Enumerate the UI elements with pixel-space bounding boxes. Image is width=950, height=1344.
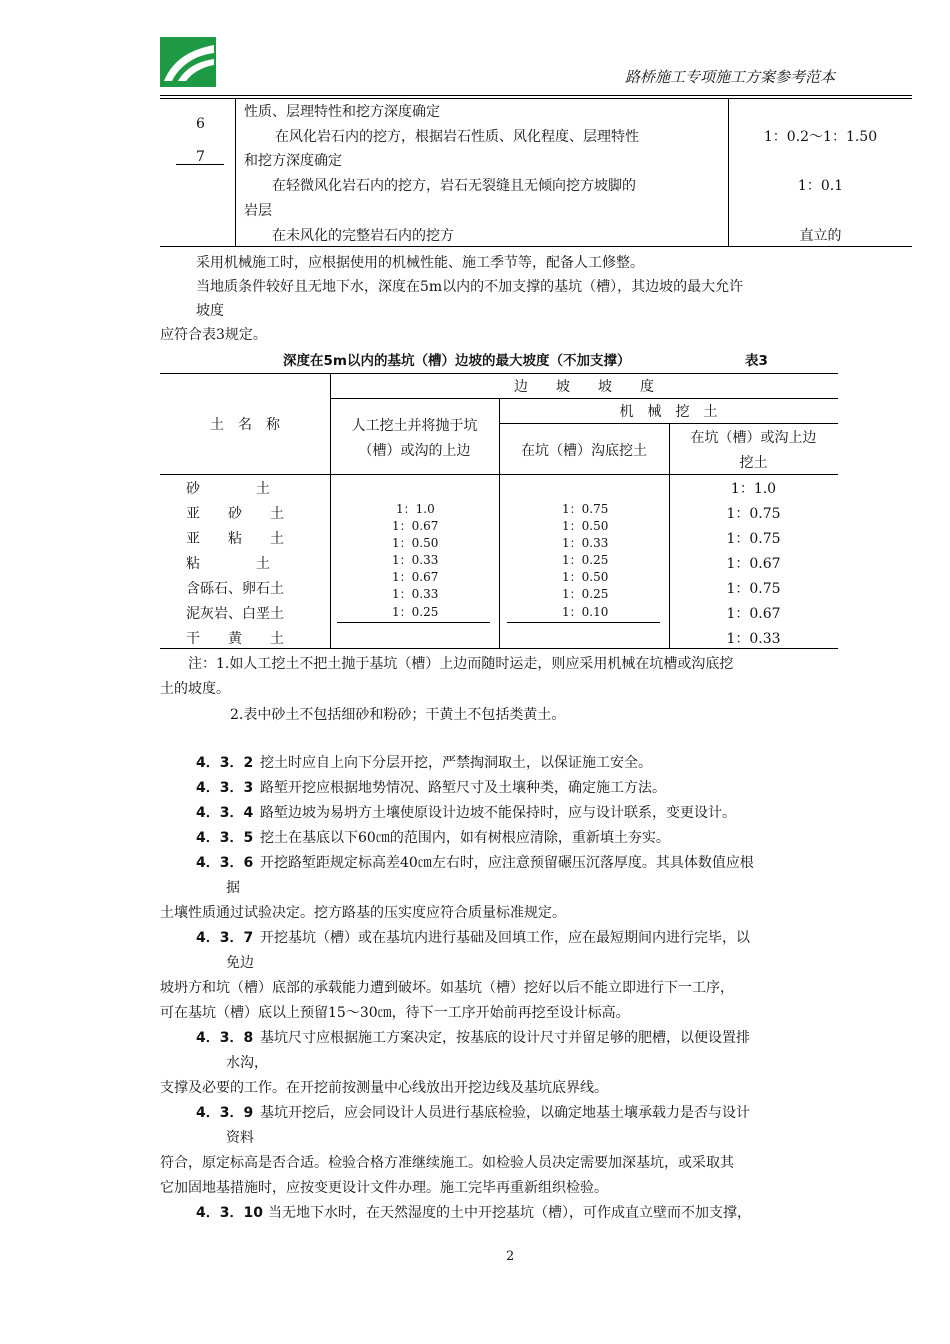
item-text: 开挖基坑（槽）或在基坑内进行基础及回填工作，应在最短期间内进行完毕，以 — [260, 930, 750, 946]
item-number: 4．3．8 — [196, 1030, 254, 1046]
item-text: 挖土时应自上向下分层开挖，严禁掏洞取土，以保证施工安全。 — [260, 755, 652, 771]
soil-name: 亚 粘 土 — [186, 531, 284, 547]
item-text: 基坑开挖后，应会同设计人员进行基底检验，以确定地基土壤承载力是否与设计 — [260, 1105, 750, 1121]
item-text: 路堑边坡为易坍方土壤使原设计边坡不能保持时，应与设计联系，变更设计。 — [260, 805, 736, 821]
soil-name: 砂 土 — [186, 481, 270, 497]
manual-value: 1：0.67 — [392, 519, 439, 533]
item-number: 4．3．2 — [196, 755, 254, 771]
item-text: 基坑尺寸应根据施工方案决定，按基底的设计尺寸并留足够的肥槽，以便设置排 — [260, 1030, 750, 1046]
soil-name: 干 黄 土 — [186, 631, 284, 647]
bottom-value: 1：0.25 — [562, 587, 609, 601]
item-number: 4．3．7 — [196, 930, 254, 946]
col-header-top: 在坑（槽）或沟上边 — [690, 430, 817, 446]
item-text: 挖土在基底以下60㎝的范围内，如有树根应清除，重新填土夯实。 — [260, 830, 670, 846]
table-row-text: 在轻微风化岩石内的挖方，岩石无裂缝且无倾向挖方坡脚的 — [272, 178, 636, 194]
table-row-text: 性质、层理特性和挖方深度确定 — [244, 104, 440, 120]
paragraph-line: 应符合表3规定。 — [160, 327, 267, 343]
item-text: 可在基坑（槽）底以上预留15～30㎝，待下一工序开始前再挖至设计标高。 — [160, 1005, 630, 1021]
manual-value: 1：0.50 — [392, 536, 439, 550]
manual-value: 1：0.25 — [392, 605, 439, 619]
col-header-manual: （槽）或沟的上边 — [358, 443, 471, 459]
col-header-manual: 人工挖土并将抛于坑 — [351, 418, 478, 434]
item-text: 水沟， — [226, 1055, 268, 1071]
col-header-bottom: 在坑（槽）沟底挖土 — [521, 443, 647, 459]
header-rule — [160, 95, 912, 96]
top-table-border — [160, 98, 912, 99]
col-header-top: 挖土 — [739, 455, 768, 471]
table-row-text: 岩层 — [244, 203, 272, 219]
col-header-slope: 边 坡 坡 度 — [514, 379, 654, 395]
soil-name: 泥灰岩、白垩土 — [186, 606, 284, 622]
item-text: 土壤性质通过试验决定。挖方路基的压实度应符合质量标准规定。 — [160, 905, 566, 921]
top-value: 1：0.75 — [726, 531, 781, 547]
table-row-text: 和挖方深度确定 — [244, 153, 342, 169]
item-number: 4．3．9 — [196, 1105, 254, 1121]
col-header-machine: 机 械 挖 土 — [619, 404, 718, 420]
bottom-value: 1：0.25 — [562, 553, 609, 567]
table-row-text: 在未风化的完整岩石内的挖方 — [272, 228, 454, 244]
bottom-value: 1：0.75 — [562, 502, 609, 516]
top-value: 1：1.0 — [730, 481, 777, 497]
item-text: 当无地下水时，在天然湿度的土中开挖基坑（槽），可作成直立壁而不加支撑， — [268, 1205, 751, 1221]
page-number: 2 — [506, 1249, 515, 1264]
row-number: 6 — [196, 116, 205, 132]
manual-value: 1：0.33 — [392, 553, 439, 567]
item-number: 4．3．5 — [196, 830, 254, 846]
item-text: 开挖路堑距规定标高差40㎝左右时，应注意预留碾压沉落厚度。其具体数值应根 — [260, 855, 754, 871]
manual-value: 1：1.0 — [396, 502, 435, 516]
paragraph-line: 当地质条件较好且无地下水，深度在5m以内的不加支撑的基坑（槽），其边坡的最大允许 — [196, 279, 744, 295]
item-number: 4．3．6 — [196, 855, 254, 871]
soil-name: 亚 砂 土 — [186, 506, 284, 522]
company-logo — [160, 37, 216, 87]
item-number: 4．3．10 — [196, 1205, 263, 1221]
slope-ratio: 1：0.2～1：1.50 — [763, 129, 878, 145]
top-value: 1：0.67 — [726, 606, 781, 622]
item-text: 据 — [226, 880, 240, 896]
item-text: 支撑及必要的工作。在开挖前按测量中心线放出开挖边线及基坑底界线。 — [160, 1080, 608, 1096]
table-note: 2.表中砂土不包括细砂和粉砂；干黄土不包括类黄土。 — [230, 707, 566, 723]
item-text: 它加固地基措施时，应按变更设计文件办理。施工完毕再重新组织检验。 — [160, 1180, 608, 1196]
item-text: 资料 — [226, 1130, 254, 1146]
paragraph-line: 坡度 — [196, 303, 224, 319]
item-number: 4．3．3 — [196, 780, 254, 796]
slope-ratio: 直立的 — [799, 228, 842, 244]
soil-name: 粘 土 — [186, 556, 270, 572]
table-number: 表3 — [745, 353, 768, 369]
paragraph-line: 采用机械施工时，应根据使用的机械性能、施工季节等，配备人工修整。 — [196, 255, 644, 271]
table-row-text: 在风化岩石内的挖方，根据岩石性质、风化程度、层理特性 — [275, 129, 639, 145]
table-caption: 深度在5m以内的基坑（槽）边坡的最大坡度（不加支撑） — [283, 353, 631, 369]
slope-ratio: 1：0.1 — [797, 178, 844, 194]
bottom-value: 1：0.10 — [562, 605, 609, 619]
table-note: 注：1.如人工挖土不把土抛于基坑（槽）上边而随时运走，则应采用机械在坑槽或沟底挖 — [188, 656, 734, 672]
bottom-value: 1：0.50 — [562, 570, 609, 584]
top-value: 1：0.33 — [726, 631, 781, 647]
item-text: 免边 — [226, 955, 254, 971]
manual-value: 1：0.67 — [392, 570, 439, 584]
row-number: 7 — [196, 149, 205, 165]
item-text: 坡坍方和坑（槽）底部的承载能力遭到破坏。如基坑（槽）挖好以后不能立即进行下一工序， — [160, 980, 734, 996]
table-note: 土的坡度。 — [160, 681, 230, 697]
bottom-value: 1：0.50 — [562, 519, 609, 533]
soil-name: 含砾石、卵石土 — [186, 581, 284, 597]
manual-value: 1：0.33 — [392, 587, 439, 601]
top-value: 1：0.75 — [726, 506, 781, 522]
top-value: 1：0.67 — [726, 556, 781, 572]
item-number: 4．3．4 — [196, 805, 254, 821]
item-text: 路堑开挖应根据地势情况、路堑尺寸及土壤种类，确定施工方法。 — [260, 780, 666, 796]
col-header-soil: 土 名 称 — [210, 417, 280, 433]
bottom-value: 1：0.33 — [562, 536, 609, 550]
top-value: 1：0.75 — [726, 581, 781, 597]
item-text: 符合，原定标高是否合适。检验合格方准继续施工。如检验人员决定需要加深基坑，或采取其 — [160, 1155, 734, 1171]
header-title: 路桥施工专项施工方案参考范本 — [625, 68, 836, 86]
